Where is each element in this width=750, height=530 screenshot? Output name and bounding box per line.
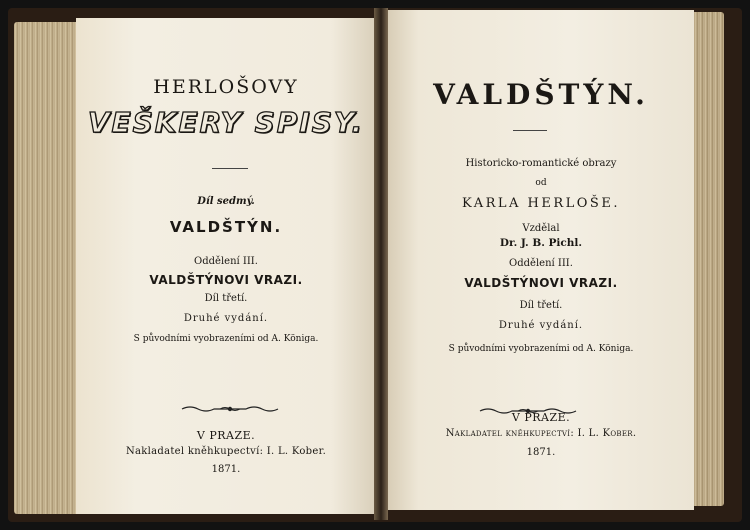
section-label: Oddělení III. — [194, 256, 258, 267]
edition-label: Druhé vydání. — [183, 313, 269, 324]
series-author: HERLOŠOVY — [153, 76, 299, 98]
illustrations-credit: S původními vyobrazeními od A. Königa. — [133, 334, 319, 344]
subtitle: Historicko-romantické obrazy — [465, 158, 617, 169]
right-page — [388, 10, 694, 510]
illustrations-credit: S původními vyobrazeními od A. Königa. — [448, 344, 634, 354]
title: VALDŠTÝN. — [433, 78, 649, 111]
section-title: VALDŠTÝNOVI VRAZI. — [464, 276, 618, 290]
part-label: Díl třetí. — [519, 300, 563, 311]
edited-by-label: Vzdělal — [522, 223, 560, 234]
year: 1871. — [526, 447, 556, 458]
publisher: Nakladatel kněhkupectví: I. L. Kober. — [445, 428, 637, 439]
right-page-edges — [694, 12, 724, 506]
left-page-edges — [14, 22, 76, 514]
title-rule — [513, 130, 547, 131]
place: V PRAZE. — [196, 429, 256, 442]
series-title: VEŠKERY SPISY. — [87, 106, 365, 139]
book-gutter — [374, 8, 388, 520]
year: 1871. — [211, 464, 241, 475]
part-label: Díl třetí. — [204, 293, 248, 304]
volume-label: Díl sedmý. — [197, 196, 255, 207]
section-title: VALDŠTÝNOVI VRAZI. — [149, 273, 303, 287]
by-label: od — [535, 178, 547, 188]
author: KARLA HERLOŠE. — [462, 196, 620, 211]
place: V PRAZE. — [511, 411, 571, 424]
left-page — [76, 18, 376, 514]
edition-label: Druhé vydání. — [498, 320, 584, 331]
work-title: VALDŠTÝN. — [169, 218, 283, 236]
title-rule — [212, 168, 248, 169]
publisher: Nakladatel kněhkupectví: I. L. Kober. — [125, 446, 327, 457]
ornament-divider — [180, 404, 280, 414]
editor: Dr. J. B. Pichl. — [499, 237, 583, 249]
section-label: Oddělení III. — [509, 258, 573, 269]
